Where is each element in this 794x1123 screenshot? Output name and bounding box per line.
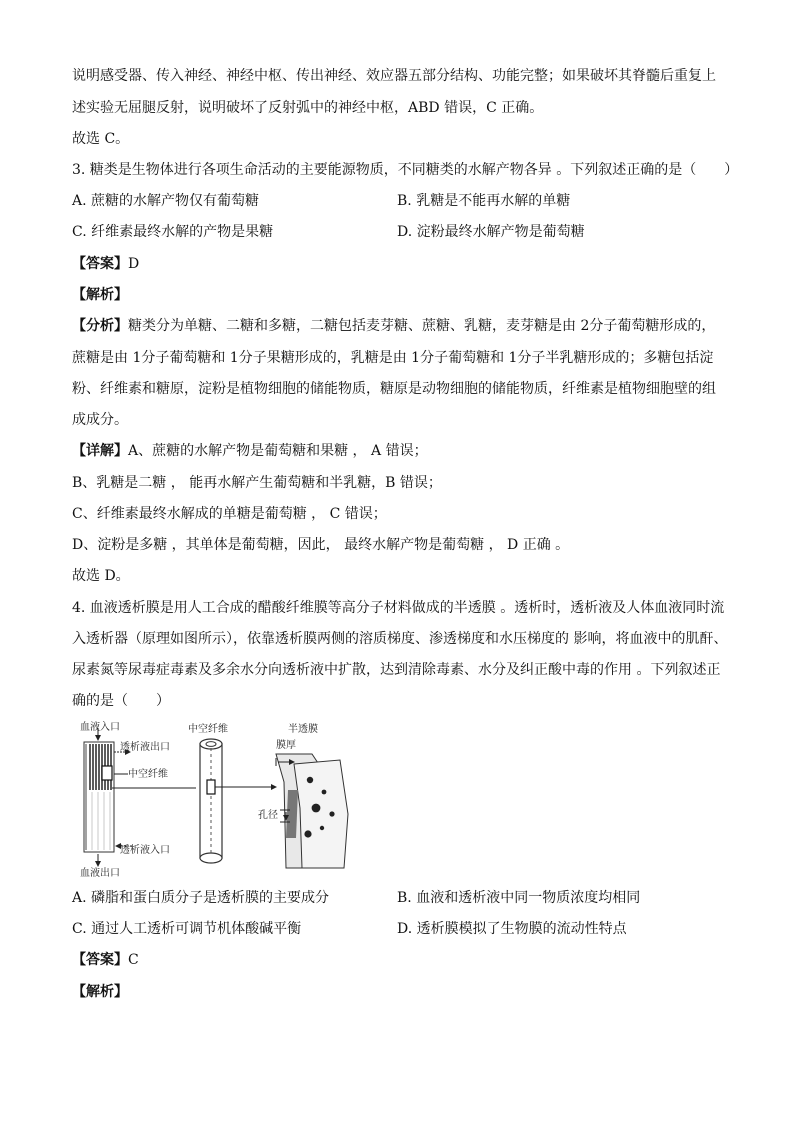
q4-option-c: C. 通过人工透析可调节机体酸碱平衡 bbox=[72, 921, 302, 937]
dialyzer-cylinder bbox=[84, 742, 114, 852]
q4-option-a: A. 磷脂和蛋白质分子是透析膜的主要成分 bbox=[72, 890, 330, 906]
label-blood-in: 血液入口 bbox=[80, 722, 120, 733]
label-blood-out: 血液出口 bbox=[80, 868, 120, 879]
q4-option-b: B. 血液和透析液中同一物质浓度均相同 bbox=[397, 890, 641, 906]
q3-option-a: A. 蔗糖的水解产物仅有葡萄糖 bbox=[72, 193, 260, 209]
q3-option-b: B. 乳糖是不能再水解的单糖 bbox=[397, 193, 571, 209]
text-line: 说明感受器、传入神经、神经中枢、传出神经、效应器五部分结构、功能完整；如果破坏其脊髓后重复上 bbox=[72, 68, 716, 84]
dialyzer-diagram bbox=[70, 718, 450, 888]
answer-value: D bbox=[128, 256, 140, 272]
xiangjie-tag: 【详解】 bbox=[72, 443, 128, 459]
hollow-fiber-tube bbox=[188, 722, 228, 863]
q3-detail-line: 【详解】A、蔗糖的水解产物是葡萄糖和果糖 ， A 错误； bbox=[72, 443, 428, 459]
q3-jiexi-tag: 【解析】 bbox=[72, 287, 128, 303]
text-line: 述实验无屈腿反射，说明破坏了反射弧中的神经中枢，ABD 错误，C 正确。 bbox=[72, 100, 544, 116]
label-semipermeable: 半透膜 bbox=[288, 724, 318, 735]
q3-analysis-line: 【分析】糖类分为单糖、二糖和多糖，二糖包括麦芽糖、蔗糖、乳糖，麦芽糖是由 2分子葡萄糖形成的， bbox=[72, 318, 716, 334]
q3-analysis-line: 成成分。 bbox=[72, 412, 128, 428]
label-thickness: 膜厚 bbox=[276, 740, 296, 751]
q3-answer-row bbox=[72, 254, 139, 274]
q4-option-d: D. 透析膜模拟了生物膜的流动性特点 bbox=[397, 921, 627, 937]
label-hollow-fiber-title: 中空纤维 bbox=[188, 724, 228, 735]
question-4-stem: 入透析器（原理如图所示），依靠透析膜两侧的溶质梯度、渗透梯度和水压梯度的 影响，将血液中的肌酐、 bbox=[72, 631, 728, 647]
question-4-stem: 尿素氮等尿毒症毒素及多余水分向透析液中扩散，达到清除毒素、水分及纠正酸中毒的作用 。下列叙述正 bbox=[72, 662, 721, 678]
fenxi-tag: 【分析】 bbox=[72, 318, 128, 334]
label-hollow-fiber: 中空纤维 bbox=[128, 769, 168, 780]
conclusion: 故选 C。 bbox=[72, 131, 130, 147]
label-pore: 孔径 bbox=[258, 810, 278, 821]
conclusion: 故选 D。 bbox=[72, 568, 130, 584]
q4-answer-row bbox=[72, 950, 139, 970]
question-3-stem: 3. 糖类是生物体进行各项生命活动的主要能源物质，不同糖类的水解产物各异 。下列叙述正确的是（ ） bbox=[72, 162, 739, 178]
answer-tag: 【答案】 bbox=[72, 952, 128, 968]
q3-detail-line: D、淀粉是多糖 ，其单体是葡萄糖，因此， 最终水解产物是葡萄糖 ， D 正确 。 bbox=[72, 537, 570, 553]
q3-analysis-line: 粉、纤维素和糖原，淀粉是植物细胞的储能物质，糖原是动物细胞的储能物质，纤维素是植物细胞壁的组 bbox=[72, 381, 716, 397]
question-4-stem: 确的是（ ） bbox=[72, 693, 170, 709]
membrane-detail bbox=[258, 722, 348, 868]
q3-option-d: D. 淀粉最终水解产物是葡萄糖 bbox=[397, 224, 585, 240]
label-dialysate-out: 透析液出口 bbox=[120, 742, 170, 753]
q3-detail-line: C、纤维素最终水解成的单糖是葡萄糖 ， C 错误； bbox=[72, 506, 387, 522]
question-4-stem: 4. 血液透析膜是用人工合成的醋酸纤维膜等高分子材料做成的半透膜 。透析时，透析液及人体血液同时流 bbox=[72, 600, 725, 616]
q3-option-c: C. 纤维素最终水解的产物是果糖 bbox=[72, 224, 274, 240]
answer-tag: 【答案】 bbox=[72, 256, 128, 272]
answer-value: C bbox=[128, 952, 139, 968]
q4-jiexi-tag: 【解析】 bbox=[72, 984, 128, 1000]
label-dialysate-in: 透析液入口 bbox=[120, 845, 170, 856]
q3-analysis-line: 蔗糖是由 1分子葡萄糖和 1分子果糖形成的，乳糖是由 1分子葡萄糖和 1分子半乳糖形成的；多糖包括淀 bbox=[72, 350, 714, 366]
q3-detail-line: B、乳糖是二糖 ， 能再水解产生葡萄糖和半乳糖，B 错误； bbox=[72, 475, 442, 491]
